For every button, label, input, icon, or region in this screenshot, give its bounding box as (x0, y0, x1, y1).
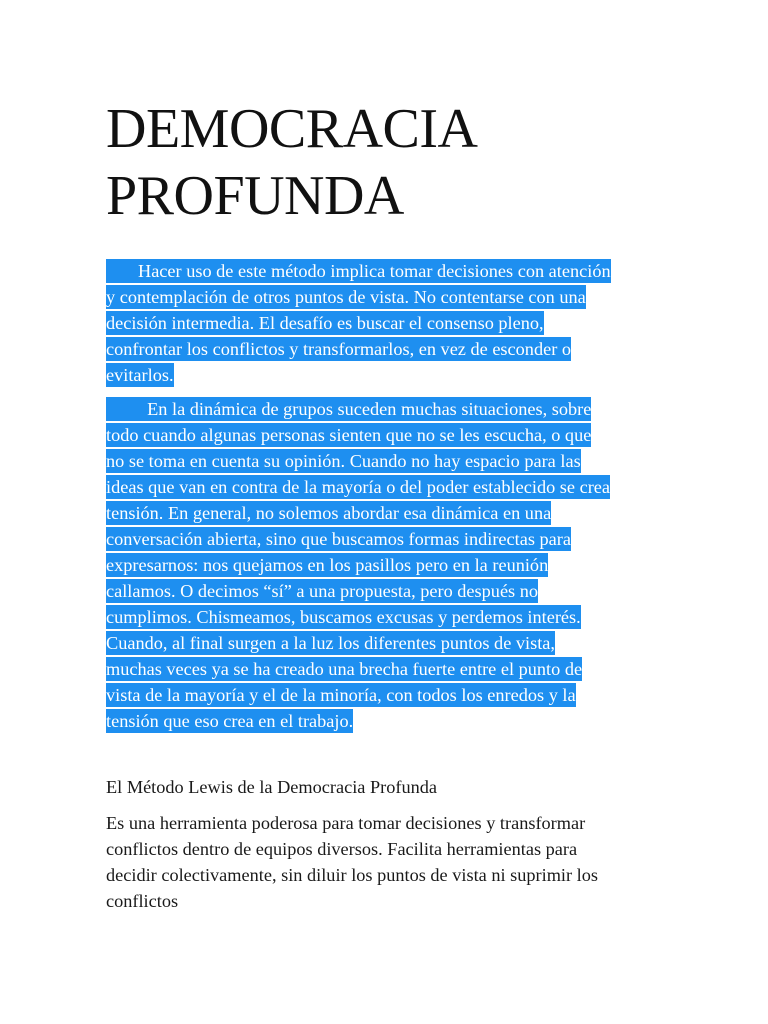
text-line: expresarnos: nos quejamos en los pasillos pero en la reunión (106, 555, 549, 575)
selected-paragraph-1[interactable] (106, 258, 666, 388)
text-line: conflictos (106, 891, 179, 911)
text-line: tensión que eso crea en el trabajo. (106, 711, 354, 731)
text-line: ideas que van en contra de la mayoría o del poder establecido se crea (106, 477, 611, 497)
text-line: evitarlos. (106, 365, 174, 385)
text-line: todo cuando algunas personas sienten que no se les escucha, o que (106, 425, 592, 445)
text-line: En la dinámica de grupos suceden muchas situaciones, sobre (106, 399, 592, 419)
text-line: y contemplación de otros puntos de vista. No contentarse con una (106, 287, 586, 307)
text-line: tensión. En general, no solemos abordar esa dinámica en una (106, 503, 552, 523)
text-line: decidir colectivamente, sin diluir los puntos de vista ni suprimir los (106, 865, 598, 885)
title-line-2: PROFUNDA (106, 165, 404, 227)
text-line: no se toma en cuenta su opinión. Cuando no hay espacio para las (106, 451, 581, 471)
text-line: Cuando, al final surgen a la luz los diferentes puntos de vista, (106, 633, 555, 653)
text-line: muchas veces ya se ha creado una brecha fuerte entre el punto de (106, 659, 583, 679)
text-line: conflictos dentro de equipos diversos. Facilita herramientas para (106, 839, 578, 859)
title-line-1: DEMOCRACIA (106, 98, 478, 160)
text-line: Es una herramienta poderosa para tomar decisiones y transformar (106, 813, 586, 833)
text-line: confrontar los conflictos y transformarlos, en vez de esconder o (106, 339, 571, 359)
text-line: decisión intermedia. El desafío es buscar el consenso pleno, (106, 313, 544, 333)
text-line: conversación abierta, sino que buscamos formas indirectas para (106, 529, 571, 549)
text-line: callamos. O decimos “sí” a una propuesta, pero después no (106, 581, 539, 601)
section-subheading: El Método Lewis de la Democracia Profunda (106, 777, 437, 797)
selected-paragraph-2[interactable] (106, 396, 666, 734)
text-line: vista de la mayoría y el de la minoría, con todos los enredos y la (106, 685, 576, 705)
document-title (106, 96, 477, 230)
body-paragraph-3 (106, 810, 598, 914)
text-line: Hacer uso de este método implica tomar decisiones con atención (106, 261, 611, 281)
text-line: cumplimos. Chismeamos, buscamos excusas y perdemos interés. (106, 607, 581, 627)
